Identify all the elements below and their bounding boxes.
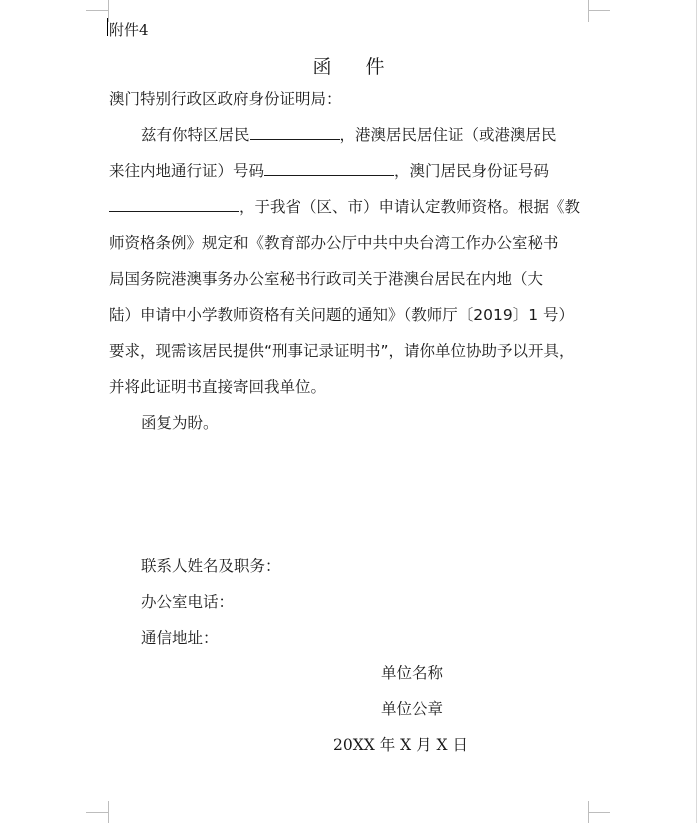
body-line-2 <box>109 161 549 181</box>
crop-mark <box>588 812 610 813</box>
crop-mark <box>108 801 109 823</box>
salutation: 澳门特别行政区政府身份证明局： <box>109 90 342 108</box>
body-text: ，于我省（区、市）申请认定教师资格。根据《教 <box>239 198 581 216</box>
crop-mark <box>588 0 589 22</box>
body-text: 来往内地通行证）号码 <box>109 162 265 180</box>
closing-line: 函复为盼。 <box>141 414 219 432</box>
crop-mark <box>588 801 589 823</box>
signature-date: 20XX 年 X 月 X 日 <box>333 736 468 754</box>
contact-name-label: 联系人姓名及职务： <box>141 557 281 575</box>
body-line-1 <box>141 125 557 145</box>
unit-seal: 单位公章 <box>381 700 444 718</box>
body-line-3 <box>109 197 580 217</box>
unit-name: 单位名称 <box>381 664 444 682</box>
body-line-7: 要求，现需该居民提供“刑事记录证明书”，请你单位协助予以开具， <box>109 342 575 360</box>
attachment-label: 附件4 <box>109 21 149 39</box>
contact-address-label: 通信地址： <box>141 629 219 647</box>
body-line-6: 陆）申请中小学教师资格有关问题的通知》（教师厅〔2019〕1 号） <box>109 306 574 324</box>
body-line-4: 师资格条例》规定和《教育部办公厅中共中央台湾工作办公室秘书 <box>109 234 559 252</box>
body-text: ，澳门居民身份证号码 <box>394 162 550 180</box>
fill-in-blank <box>109 197 239 212</box>
body-text: 兹有你特区居民 <box>141 126 250 144</box>
crop-mark <box>588 10 610 11</box>
text-cursor <box>107 18 108 36</box>
crop-mark <box>86 812 108 813</box>
fill-in-blank <box>264 161 394 176</box>
body-line-8: 并将此证明书直接寄回我单位。 <box>109 378 327 396</box>
body-line-5: 局国务院港澳事务办公室秘书行政司关于港澳台居民在内地（大 <box>109 270 544 288</box>
body-text: ，港澳居民居住证（或港澳居民 <box>339 126 557 144</box>
contact-phone-label: 办公室电话： <box>141 593 235 611</box>
document-title: 函 件 <box>312 56 399 78</box>
fill-in-blank <box>250 125 340 140</box>
crop-mark <box>86 10 108 11</box>
